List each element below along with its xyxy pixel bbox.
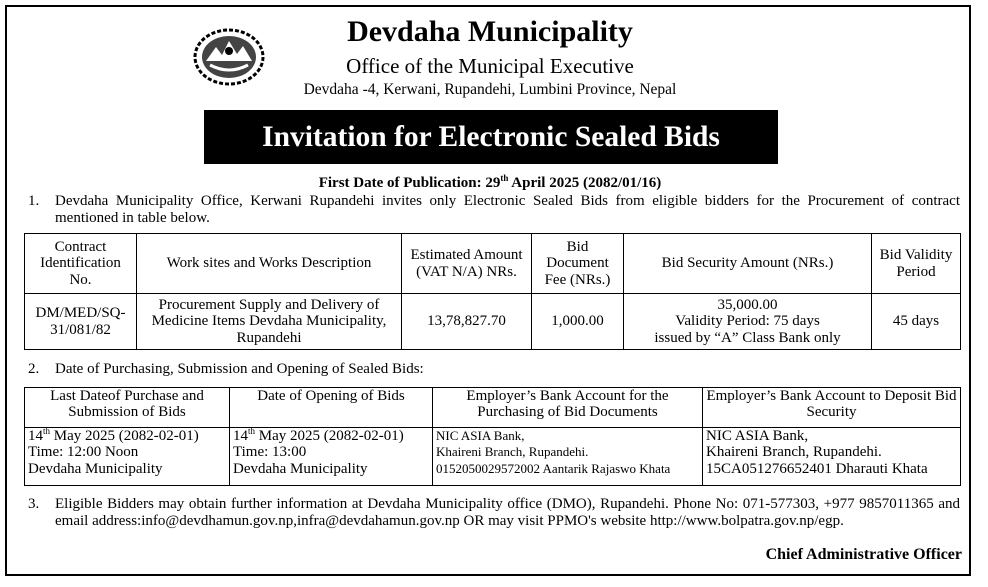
header-description: Work sites and Works Description — [137, 234, 402, 294]
header-bid-security: Bid Security Amount (NRs.) — [624, 234, 872, 294]
document-fee: 1,000.00 — [532, 294, 624, 350]
bid-security-cell — [624, 294, 872, 350]
header-bank-security: Employer’s Bank Account to Deposit Bid Security — [703, 388, 961, 428]
opening-cell — [230, 428, 433, 486]
header-estimated-amount: Estimated Amount (VAT N/A) NRs. — [402, 234, 532, 294]
office-address: Devdaha -4, Kerwani, Rupandehi, Lumbini Province, Nepal — [303, 81, 677, 98]
table-row — [25, 294, 961, 350]
header-bank-documents: Employer’s Bank Account for the Purchasing of Bid Documents — [433, 388, 703, 428]
documents-bank-name: NIC ASIA Bank, — [436, 428, 525, 443]
bid-security-amount: 35,000.00 — [717, 297, 778, 314]
contract-id: DM/MED/SQ-31/081/82 — [25, 294, 137, 350]
header-validity-period: Bid Validity Period — [872, 234, 961, 294]
purchase-submission-cell — [25, 428, 230, 486]
bid-validity-period: 45 days — [872, 294, 961, 350]
municipality-emblem-icon — [192, 27, 266, 87]
security-bank-account: 15CA051276652401 Dharauti Khata — [706, 460, 928, 477]
estimated-amount: 13,78,827.70 — [402, 294, 532, 350]
bid-security-bank: issued by “A” Class Bank only — [654, 329, 841, 346]
purchase-time: Time: 12:00 Noon — [28, 444, 139, 461]
opening-time: Time: 13:00 — [233, 444, 307, 461]
documents-bank-branch: Khaireni Branch, Rupandehi. — [436, 444, 589, 460]
header-opening-date: Date of Opening of Bids — [230, 388, 433, 428]
purchase-date: 14th May 2025 (2082-02-01) — [28, 426, 199, 444]
section-3-text: Eligible Bidders may obtain further information at Devdaha Municipality office (DMO), Rupandehi. Phone No: 071-577303, +977 9857011365 and email address:info@devdhamun.gov.np,infra@devdahamun.gov.np OR may visit PPMO's website http://www.bolpatra.gov.np/egp. — [55, 496, 960, 529]
section-3-number: 3. — [28, 496, 40, 512]
opening-date: 14th May 2025 (2082-02-01) — [233, 426, 404, 444]
header-contract-id: Contract Identification No. — [25, 234, 137, 294]
security-bank-cell — [703, 428, 961, 486]
purchase-place: Devdaha Municipality — [28, 460, 163, 477]
office-subtitle: Office of the Municipal Executive — [346, 54, 634, 78]
table-row — [25, 428, 961, 486]
section-1-text: Devdaha Municipality Office, Kerwani Rupandehi invites only Electronic Sealed Bids from eligible bidders for the Procurement of contract mentioned in table below. — [55, 193, 960, 226]
section-2-number: 2. — [28, 361, 40, 377]
contract-table — [24, 233, 961, 350]
documents-bank-account: 0152050029572002 Aantarik Rajaswo Khata — [436, 460, 671, 476]
signatory-title: Chief Administrative Officer — [765, 546, 962, 563]
bid-schedule-table — [24, 387, 961, 486]
documents-bank-cell — [433, 428, 703, 486]
security-bank-name: NIC ASIA Bank, — [706, 428, 809, 444]
bid-security-validity: Validity Period: 75 days — [675, 313, 820, 330]
page-title: Devdaha Municipality — [347, 15, 633, 48]
section-1-number: 1. — [28, 193, 40, 209]
header-document-fee: Bid Document Fee (NRs.) — [532, 234, 624, 294]
header-purchase-submission: Last Dateof Purchase and Submission of Bids — [25, 388, 230, 428]
security-bank-branch: Khaireni Branch, Rupandehi. — [706, 444, 882, 461]
work-description: Procurement Supply and Delivery of Medicine Items Devdaha Municipality, Rupandehi — [137, 294, 402, 350]
publication-date: First Date of Publication: 29th April 2025 (2082/01/16) — [318, 173, 662, 191]
section-2-text: Date of Purchasing, Submission and Opening of Sealed Bids: — [55, 361, 424, 377]
notice-banner: Invitation for Electronic Sealed Bids — [204, 110, 778, 164]
opening-place: Devdaha Municipality — [233, 460, 368, 477]
